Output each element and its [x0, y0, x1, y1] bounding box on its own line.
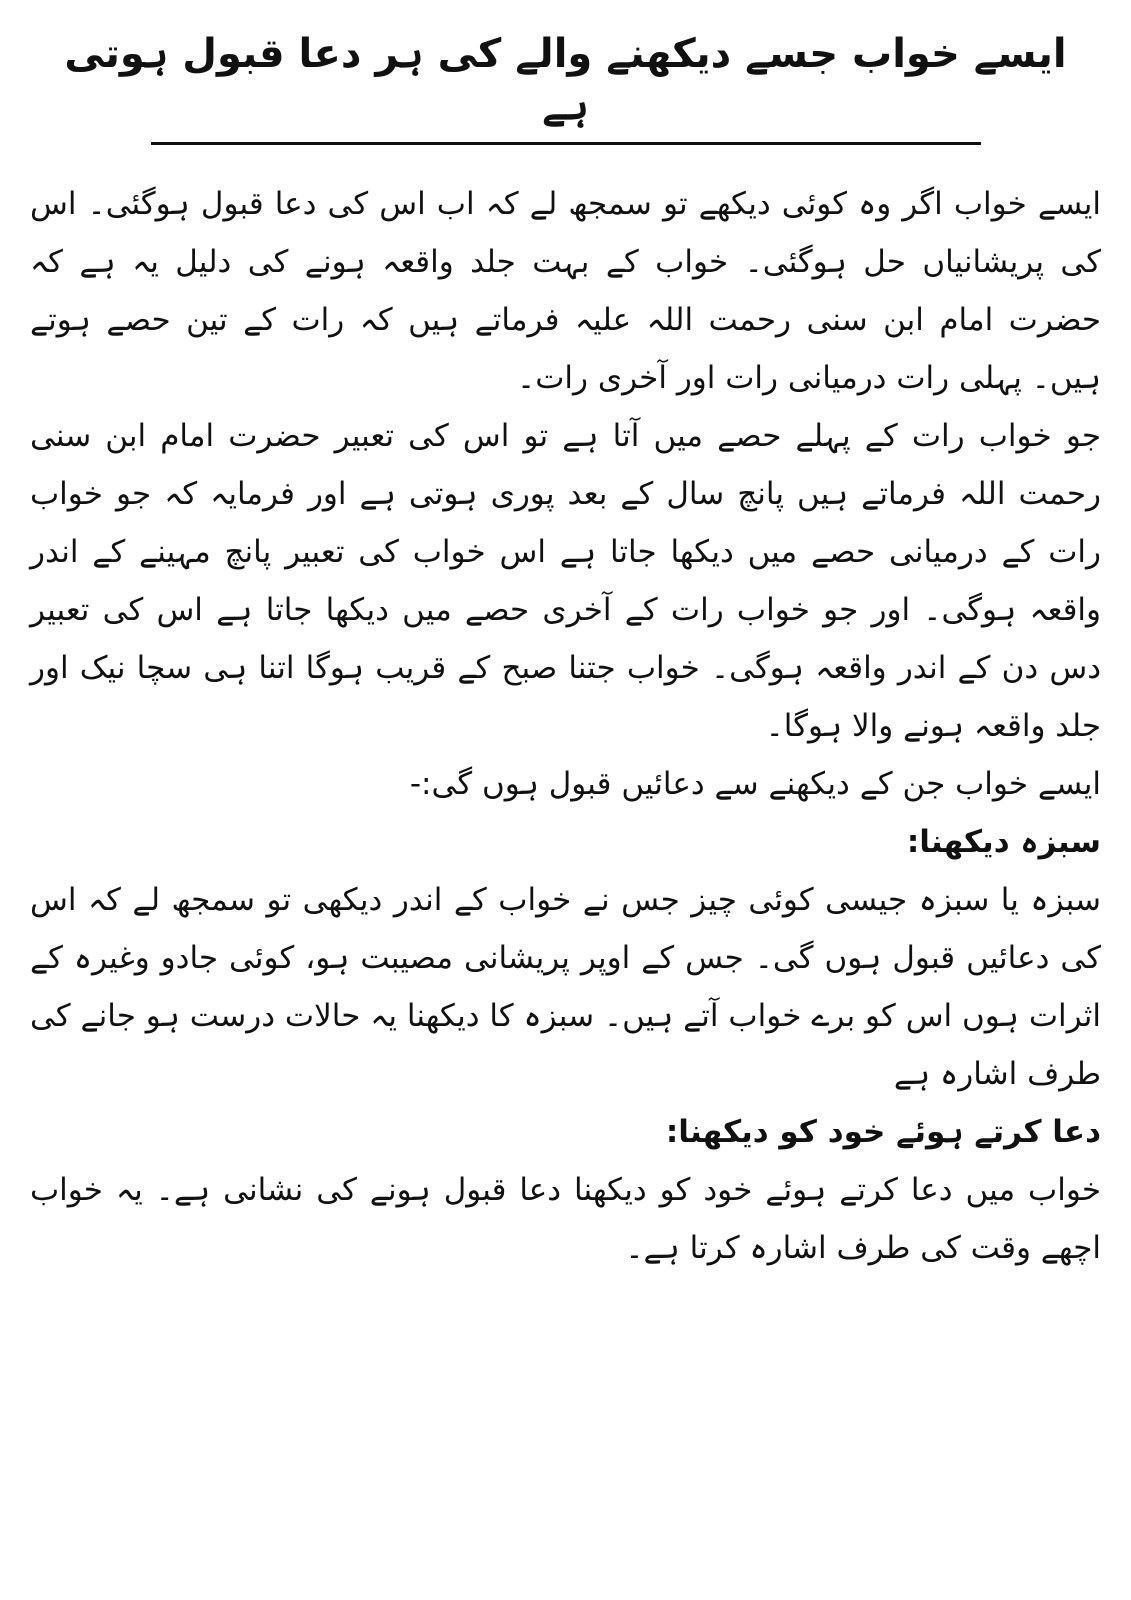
paragraph-list-intro: ایسے خواب جن کے دیکھنے سے دعائیں قبول ہوں گی:- [409, 766, 1101, 802]
title-block [30, 28, 1101, 145]
page-title [30, 28, 1101, 132]
title-underline [151, 142, 981, 145]
paragraph-dua: خواب میں دعا کرتے ہوئے خود کو دیکھنا دعا قبول ہونے کی نشانی ہے۔ یہ خواب اچھے وقت کی طرف اشارہ کرتا ہے۔ [30, 1172, 1101, 1266]
paragraph-timing: جو خواب رات کے پہلے حصے میں آتا ہے تو اس کی تعبیر حضرت امام ابن سنی رحمت اللہ فرماتے ہیں پانچ سال کے بعد پوری ہوتی ہے اور فرمایہ کہ جو خواب رات کے درمیانی حصے میں دیکھا جاتا ہے اس خواب کی تعبیر پانچ مہینے کے اندر واقعہ ہوگی۔ اور جو خواب رات کے آخری حصے میں دیکھا جاتا ہے اس کی تعبیر دس دن کے اندر واقعہ ہوگی۔ خواب جتنا صبح کے قریب ہوگا اتنا ہی سچا نیک اور جلد واقعہ ہونے والا ہوگا۔ [30, 418, 1101, 744]
paragraph-sabza: سبزہ یا سبزہ جیسی کوئی چیز جس نے خواب کے اندر دیکھی تو سمجھ لے کہ اس کی دعائیں قبول ہوں گی۔ جس کے اوپر پریشانی مصیبت ہو، کوئی جادو وغیرہ کے اثرات ہوں اس کو برے خواب آتے ہیں۔ سبزہ کا دیکھنا یہ حالات درست ہو جانے کی طرف اشارہ ہے [30, 882, 1101, 1092]
article-body [30, 175, 1101, 1277]
title-line-1: ایسے خواب جسے دیکھنے والے کی ہر دعا قبول ہوتی [64, 31, 1067, 77]
heading-dua: دعا کرتے ہوئے خود کو دیکھنا: [665, 1114, 1101, 1150]
paragraph-intro: ایسے خواب اگر وہ کوئی دیکھے تو سمجھ لے کہ اب اس کی دعا قبول ہوگئی۔ اس کی پریشانیاں حل ہوگئی۔ خواب کے بہت جلد واقعہ ہونے کی دلیل یہ ہے کہ حضرت امام ابن سنی رحمت اللہ علیہ فرماتے ہیں کہ رات کے تین حصے ہوتے ہیں۔ پہلی رات درمیانی رات اور آخری رات۔ [30, 186, 1101, 396]
title-line-2: ہے [542, 83, 589, 129]
heading-sabza: سبزہ دیکھنا: [906, 824, 1101, 860]
